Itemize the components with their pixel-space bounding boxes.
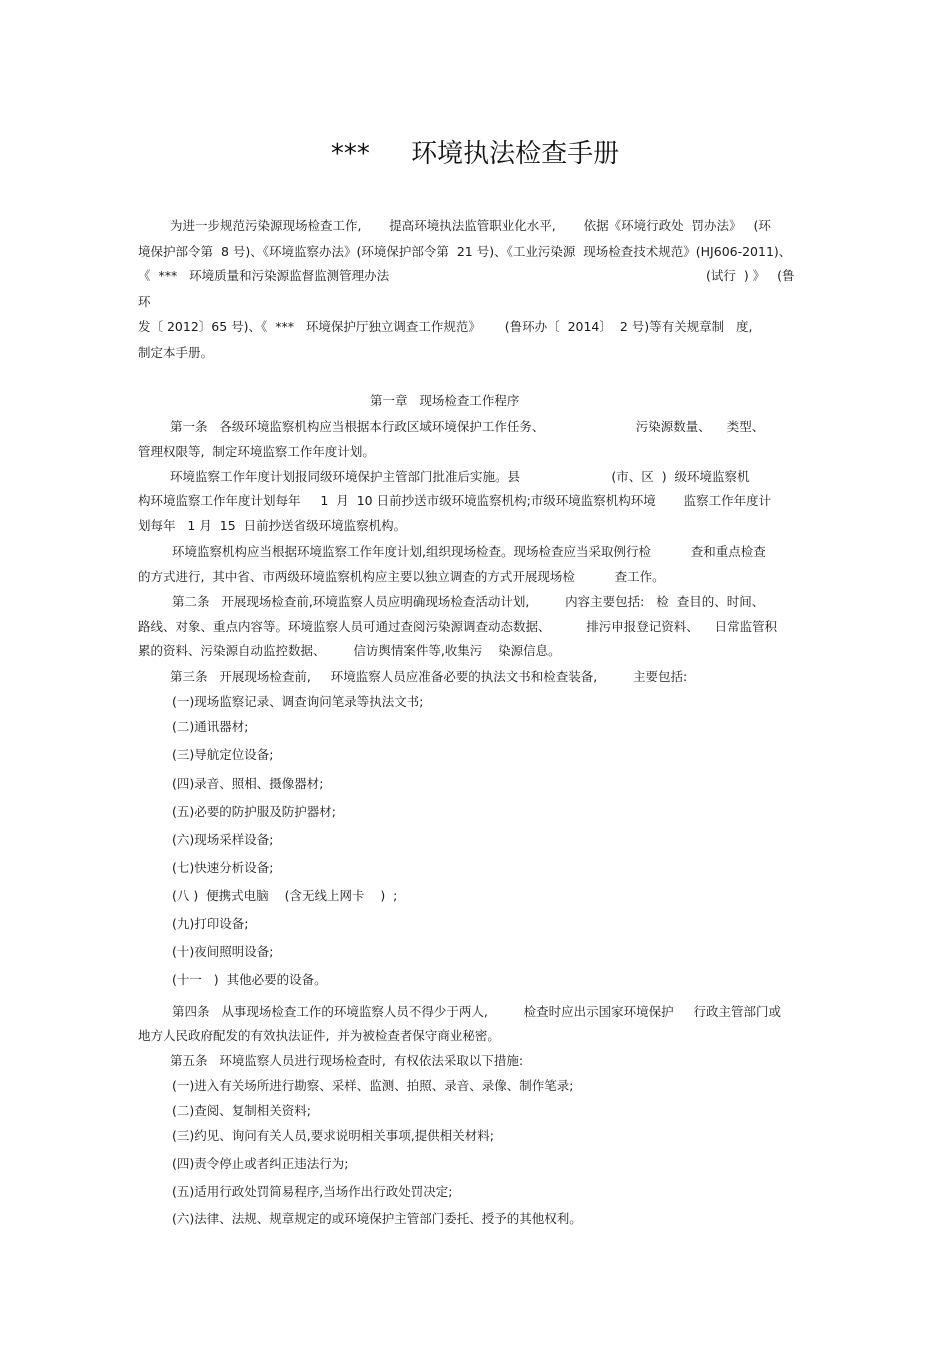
intro-line: 为进一步规范污染源现场检查工作, 提高环境执法监管职业化水平, 依据《环境行政处 罚办法》 (环 [170,218,771,233]
list-item: (一)进入有关场所进行勘察、采样、监测、拍照、录音、录像、制作笔录; [172,1078,574,1093]
list-item: (七)快速分析设备; [172,860,274,875]
body-line: 划每年 1 月 15 日前抄送省级环境监察机构。 [138,518,407,533]
list-item: (四)责令停止或者纠正违法行为; [172,1156,349,1171]
list-item: (一)现场监察记录、调查询问笔录等执法文书; [172,694,424,709]
list-item: (十)夜间照明设备; [172,944,274,959]
list-item: (五)适用行政处罚简易程序,当场作出行政处罚决定; [172,1184,453,1199]
body-line: 构环境监察工作年度计划每年 1 月 10 日前抄送市级环境监察机构;市级环境监察机构环境 监察工作年度计 [138,493,772,508]
list-item: (二)通讯器材; [172,719,249,734]
body-line: 地方人民政府配发的有效执法证件, 并为被检查者保守商业秘密。 [138,1028,500,1043]
body-line: 环境监察工作年度计划报同级环境保护主管部门批准后实施。县 (市、区 ) 级环境监察机 [170,469,750,484]
document-title: *** 环境执法检查手册 [330,139,620,169]
body-line: 第一条 各级环境监察机构应当根据本行政区域环境保护工作任务、 污染源数量、 类型、 [170,419,765,434]
intro-line: 境保护部令第 8 号)、《环境监察办法》(环境保护部令第 21 号)、《工业污染源 现场检查技术规范》(HJ606-2011)、 [138,244,792,259]
intro-line: 《 *** 环境质量和污染源监督监测管理办法 [138,268,390,283]
list-item: (十一 ) 其他必要的设备。 [172,972,327,987]
intro-line: 环 [138,294,151,309]
body-line: 第二条 开展现场检查前,环境监察人员应明确现场检查活动计划, 内容主要包括: 检 查目的、时间、 [172,594,765,609]
list-item: (二)查阅、复制相关资料; [172,1103,311,1118]
body-line: 第五条 环境监察人员进行现场检查时, 有权依法采取以下措施: [170,1053,524,1068]
body-line: 管理权限等, 制定环境监察工作年度计划。 [138,444,375,459]
body-line: 累的资料、污染源自动监控数据、 信访舆情案件等,收集污 染源信息。 [138,643,561,658]
list-item: (五)必要的防护服及防护器材; [172,804,336,819]
chapter-title: 第一章 现场检查工作程序 [370,393,520,408]
body-line: 路线、对象、重点内容等。环境监察人员可通过查阅污染源调查动态数据、 排污申报登记资料、 日常监管积 [138,619,778,634]
body-line: 第三条 开展现场检查前, 环境监察人员应准备必要的执法文书和检查装备, 主要包括: [170,669,688,684]
body-line: 的方式进行, 其中省、市两级环境监察机构应主要以独立调查的方式开展现场检 查工作。 [138,569,665,584]
list-item: (四)录音、照相、摄像器材; [172,776,324,791]
list-item: (六)法律、法规、规章规定的或环境保护主管部门委托、授予的其他权利。 [172,1211,582,1226]
intro-line: 发〔 2012〕65 号)、《 *** 环境保护厅独立调查工作规范》 (鲁环办〔 2014〕 2 号)等有关规章制 度, [138,319,753,334]
body-line: 第四条 从事现场检查工作的环境监察人员不得少于两人, 检查时应出示国家环境保护 行政主管部门或 [172,1004,782,1019]
list-item: (三)导航定位设备; [172,747,274,762]
list-item: (三)约见、询问有关人员,要求说明相关事项,提供相关材料; [172,1128,494,1143]
intro-line: 制定本手册。 [138,345,214,360]
list-item: (八 ) 便携式电脑 (含无线上网卡 ) ; [172,888,398,903]
body-line: 环境监察机构应当根据环境监察工作年度计划,组织现场检查。现场检查应当采取例行检 查和重点检查 [172,544,766,559]
list-item: (九)打印设备; [172,916,249,931]
list-item: (六)现场采样设备; [172,832,274,847]
intro-line: (试行 ) 》 (鲁 [706,268,795,283]
